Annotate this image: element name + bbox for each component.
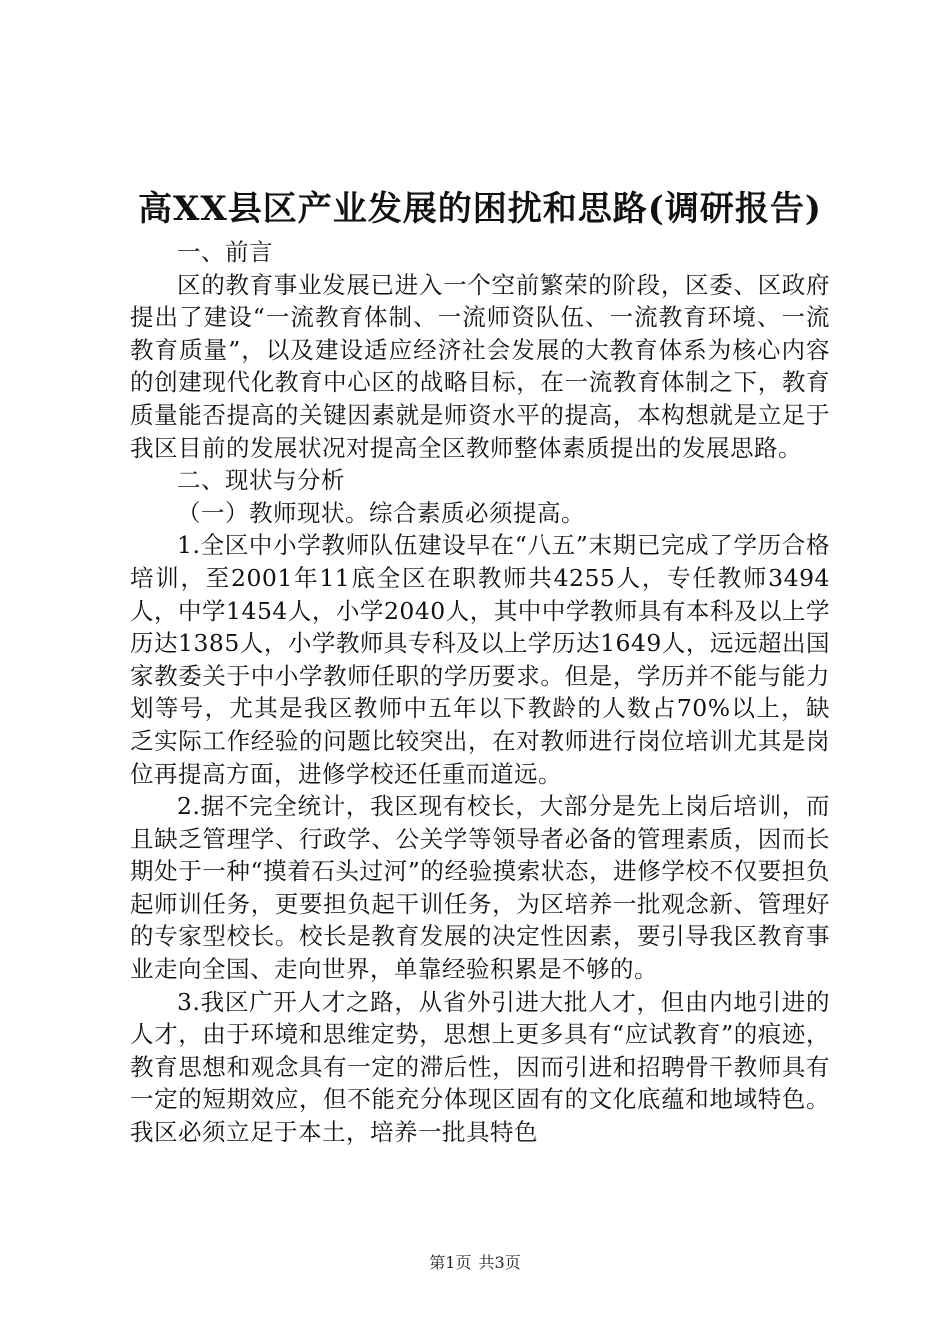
paragraph: 2.据不完全统计，我区现有校长，大部分是先上岗后培训，而且缺乏管理学、行政学、公关学等领导者必备的管理素质，因而长期处于一种“摸着石头过河”的经验摸索状态，进修学校不仅要担负起师训任务，更要担负起干训任务，为区培养一批观念新、管理好的专家型校长。校长是教育发展的决定性因素，要引导我区教育事业走向全国、走向世界，单靠经验积累是不够的。 <box>130 792 830 984</box>
section-heading-preface: 一、前言 <box>177 238 273 266</box>
paragraph: 3.我区广开人才之路，从省外引进大批人才，但由内地引进的人才，由于环境和思维定势，思想上更多具有“应试教育”的痕迹，教育思想和观念具有一定的滞后性，因而引进和招聘骨干教师具有一定的短期效应，但不能充分体现区固有的文化底蕴和地域特色。我区必须立足于本土，培养一批具特色 <box>130 987 830 1147</box>
section-heading-status: 二、现状与分析 <box>177 466 345 495</box>
paragraph: 区的教育事业发展已进入一个空前繁荣的阶段，区委、区政府提出了建设“一流教育体制、一流师资队伍、一流教育环境、一流教育质量”，以及建设适应经济社会发展的大教育体系为核心内容的创建现代化教育中心区的战略目标，在一流教育体制之下，教育质量能否提高的关键因素就是师资水平的提高，本构想就是立足于我区目前的发展状况对提高全区教师整体素质提出的发展思路。 <box>130 270 830 462</box>
document-body <box>130 236 830 1149</box>
subsection-heading: （一）教师现状。综合素质必须提高。 <box>177 498 585 527</box>
paragraph: 1.全区中小学教师队伍建设早在“八五”末期已完成了学历合格培训，至2001年11底全区在职教师共4255人，专任教师3494人，中学1454人，小学2040人，其中中学教师具有本科及以上学历达1385人，小学教师具专科及以上学历达1649人，远远超出国家教委关于中小学教师任职的学历要求。但是，学历并不能与能力划等号，尤其是我区教师中五年以下教龄的人数占70%以上，缺乏实际工作经验的问题比较突出，在对教师进行岗位培训尤其是岗位再提高方面，进修学校还任重而道远。 <box>130 531 830 788</box>
page-footer <box>0 1250 950 1273</box>
document-title: 高XX县区产业发展的困扰和思路(调研报告) <box>138 189 822 229</box>
page-number: 第1页 <box>429 1253 472 1272</box>
page-total: 共3页 <box>478 1253 521 1272</box>
